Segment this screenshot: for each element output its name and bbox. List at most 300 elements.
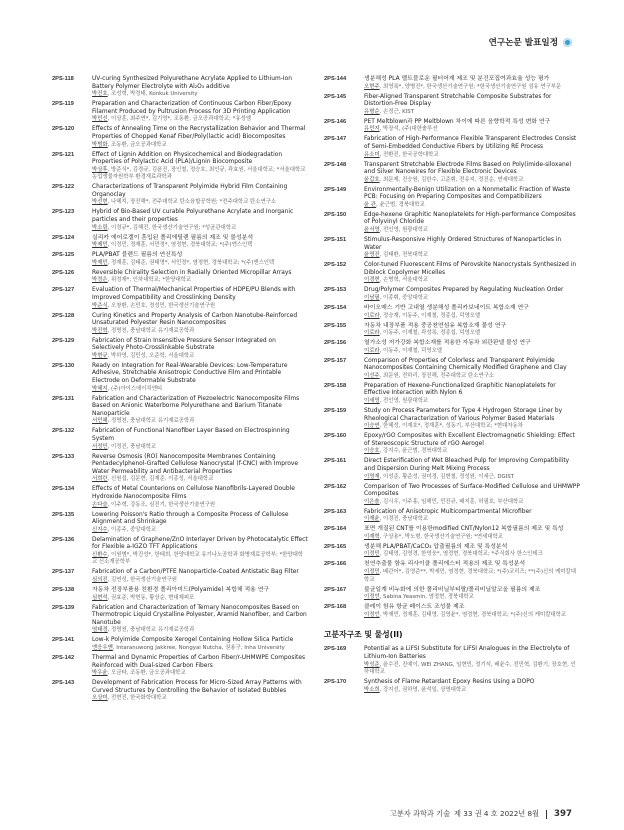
- program-entry: [52, 655, 308, 678]
- presenting-author: 박준식: [92, 302, 108, 309]
- entry-authors: [92, 476, 308, 484]
- entry-authors: [364, 202, 580, 210]
- program-entry: [52, 338, 308, 361]
- entry-title: Fabrication of Anisotropic Multicompartmental Microfiber: [364, 508, 532, 515]
- presenting-author: 이세영: [364, 398, 380, 405]
- entry-body: [364, 119, 580, 134]
- entry-title: 자동차 내장부품 적용 중공천연섬유 복합소재 물성 연구: [364, 322, 507, 329]
- entry-code: 2PS-169: [324, 646, 347, 653]
- entry-authors: [364, 252, 580, 260]
- entry-code: 2PS-134: [52, 486, 75, 493]
- entry-title: 불균일계 비누화에 의한 폴리비닐부티랄/폴리비닐알코올 필름의 제조: [364, 586, 541, 593]
- entry-authors: [364, 398, 580, 406]
- presenting-author: 유민지: [364, 126, 380, 133]
- presenting-author: 서정민: [92, 443, 108, 450]
- program-entry: [324, 358, 580, 381]
- entry-authors: [92, 444, 308, 452]
- entry-authors: [92, 645, 308, 653]
- program-entry: [324, 162, 580, 185]
- coauthors-affiliation: , 이정진, 충남대학교: [107, 443, 157, 450]
- entry-body: [364, 94, 580, 117]
- entry-code: 2PS-132: [52, 428, 75, 435]
- entry-body: [92, 428, 308, 451]
- presenting-author: 이남필: [364, 294, 380, 301]
- entry-body: [92, 537, 308, 567]
- entry-code: 2PS-135: [52, 511, 75, 518]
- entry-body: [364, 136, 580, 159]
- entry-title: Synthesis of Flame Retardant Epoxy Resins Using a DOPO: [364, 679, 535, 686]
- program-entry: [52, 637, 308, 652]
- entry-title: Lowering Poisson's Ratio through a Composite Process of Cellulose Alignment and Shrinkage: [92, 511, 289, 526]
- entry-title: Fabrication and Characterization of Ternary Nanocomposites Based on Thermotropic Liquid Crystalline Polyester, Aramid Nanofiber, and Carbon Nanotube: [92, 604, 307, 626]
- entry-body: [92, 313, 308, 336]
- program-entry: [324, 544, 580, 559]
- entry-body: [364, 484, 580, 507]
- program-entry: [324, 408, 580, 431]
- entry-authors: [92, 595, 308, 603]
- presenting-author: 심의진: [92, 577, 108, 584]
- entry-authors: [92, 552, 308, 567]
- entry-authors: [92, 167, 308, 182]
- entry-title: 실리카 에어로겔이 혼입된 폴리에틸렌 필름의 제조 및 물성분석: [92, 234, 254, 241]
- presenting-author: 유소미: [364, 151, 380, 158]
- entry-body: [364, 305, 580, 320]
- entry-title: PET Meltblown과 PP Meltblown 차이에 따른 음향학적 특성 변화 연구: [364, 118, 551, 125]
- entry-body: [92, 101, 308, 124]
- coauthors-affiliation: , Intaranuwong Jakkree, Nongyai Nutcha, 권용구, Inha University: [112, 644, 285, 651]
- entry-title: Evaluation of Thermal/Mechanical Properties of HDPE/PU Blends with Improved Compatibility and Crosslinking Density: [92, 287, 296, 301]
- entry-authors: [92, 328, 308, 336]
- entry-code: 2PS-170: [324, 679, 347, 686]
- program-entry: [52, 569, 308, 584]
- entry-code: 2PS-158: [324, 382, 347, 389]
- entry-code: 2PS-128: [52, 312, 75, 319]
- coauthors-affiliation: , 이동주, 이재철, 덕영오엘: [379, 347, 442, 354]
- coauthors-affiliation: , 강지선, 권하영, 윤석일, 상명대학교: [379, 686, 467, 693]
- entry-title: Fabrication of High-Performance Flexible Transparent Electrodes Consist of Semi-Embedded Conductive Fibers by Utilizing RE Process: [364, 136, 577, 150]
- entry-body: [92, 587, 308, 602]
- entry-title: Preparation of Hexene-Functionalized Graphitic Nanoplatelets for Effective Interaction with Nylon 6: [364, 382, 556, 397]
- coauthors-affiliation: , 이동주, 이재철, 곽성록, 정종섭, 덕영오엘: [379, 330, 481, 337]
- entry-title: Fabrication and Characterization of Piezoelectric Nanocomposite Films Based on Anionic Waterborne Polyurethane and Barium Titanate Nanoparticle: [92, 395, 300, 417]
- entry-code: 2PS-137: [52, 569, 75, 576]
- presenting-author: 염태경: [92, 627, 108, 634]
- entry-authors: [364, 126, 580, 134]
- program-entry: [324, 237, 580, 260]
- entry-authors: [364, 594, 580, 602]
- entry-code: 2PS-157: [324, 357, 347, 364]
- entry-authors: [364, 177, 580, 185]
- entry-authors: [92, 142, 308, 150]
- entry-body: [364, 340, 580, 355]
- entry-authors: [364, 295, 580, 303]
- entry-body: [92, 270, 308, 285]
- entry-code: 2PS-144: [324, 76, 347, 82]
- program-entry: [324, 646, 580, 676]
- entry-title: Environmentally-Benign Utilization on a Nonmetallic Fraction of Waste PCB: Focusing on Preparing Composites and Compatibilizers: [364, 186, 571, 201]
- entry-title: 바이오매스 기반 고내열 생분해성 폴리카보네이트 복합소재 연구: [364, 304, 529, 311]
- entry-body: [364, 383, 580, 406]
- program-entry: [52, 512, 308, 535]
- entry-body: [364, 358, 580, 381]
- coauthors-affiliation: , 오금타, 조동환, 금오공과대학교: [107, 670, 186, 677]
- entry-code: 2PS-120: [52, 126, 75, 133]
- entry-title: Effects of Annealing Time on the Recrystallization Behavior and Thermal Properties of Chopped Kenaf Fiber/Poly(lactic acid) Biocomposites: [92, 126, 306, 140]
- entry-title: 표면 개질된 CNT를 이용한modified CNT/Nylon12 복합필름의 제조 및 특성: [364, 526, 564, 533]
- entry-code: 2PS-143: [52, 680, 75, 687]
- program-entry: [52, 454, 308, 484]
- entry-body: [364, 587, 580, 602]
- presenting-author: 박진호: [92, 91, 108, 98]
- entry-body: [364, 544, 580, 559]
- page-header: [0, 34, 624, 50]
- entry-code: 2PS-142: [52, 654, 75, 661]
- coauthors-affiliation: , 이성준, 황준성, 권미경, 김현철, 정성원, 이세근, DGIST: [379, 473, 514, 480]
- entry-authors: [364, 423, 580, 431]
- entry-authors: [92, 303, 308, 311]
- entry-authors: [364, 109, 580, 117]
- coauthors-affiliation: , 이정민, 정재훈, 서민정*, 염정현, 경북대학교; *(주)엔스인텍: [107, 242, 253, 249]
- presenting-author: 박우윤: [92, 670, 108, 677]
- entry-code: 2PS-119: [52, 101, 74, 108]
- coauthors-affiliation: , 정승재, 이동주, 이재철, 정종섭, 덕영오엘: [379, 312, 481, 319]
- entry-authors: [92, 260, 308, 268]
- entry-authors: [364, 499, 580, 507]
- presenting-author: 박제민: [92, 259, 108, 266]
- entry-code: 2PS-168: [324, 604, 347, 611]
- entry-code: 2PS-150: [324, 211, 347, 218]
- coauthors-affiliation: , 이경진, 충남대학교: [379, 516, 429, 523]
- presenting-author: 박소림: [92, 224, 108, 231]
- entry-body: [92, 209, 308, 232]
- entry-body: [92, 338, 308, 361]
- program-entry: [52, 270, 308, 285]
- program-entry: [324, 433, 580, 456]
- program-entry: [52, 486, 308, 509]
- presenting-author: 이은솔: [364, 498, 380, 505]
- coauthors-affiliation: , 배관어*, 김영준**, 박세민, 염정현, 경북대학교; *(주)코리즈; **(주)신의 케미칼대학교: [364, 569, 576, 583]
- presenting-author: 박제민: [92, 242, 108, 249]
- section-heading: 고분자구조 및 물성(II): [324, 630, 403, 640]
- entry-authors: [364, 448, 580, 456]
- presenting-author: 서희란: [92, 476, 108, 483]
- program-entry: [324, 561, 580, 584]
- presenting-author: 박혜지: [92, 385, 108, 392]
- entry-code: 2PS-145: [324, 93, 347, 100]
- program-entry: [324, 679, 580, 694]
- program-entry: [324, 136, 580, 159]
- program-entry: [324, 305, 580, 320]
- entry-authors: [92, 577, 308, 585]
- presenting-author: 이로라: [364, 330, 380, 337]
- program-entry: [52, 184, 308, 207]
- entry-body: [92, 287, 308, 310]
- program-entry: [324, 340, 580, 355]
- entry-code: 2PS-118: [52, 76, 74, 82]
- program-entry: [52, 252, 308, 267]
- coauthors-affiliation: , 최문원, 전하리, 장진해, 전주대학교 탄소연구소: [379, 372, 494, 379]
- entry-authors: [364, 534, 580, 542]
- program-entry: [324, 323, 580, 338]
- presenting-author: 윤서영: [364, 227, 380, 234]
- entry-authors: [364, 84, 580, 92]
- coauthors-affiliation: , 윤근범, 경북대학교: [376, 201, 425, 208]
- entry-body: [92, 76, 308, 99]
- entry-body: [92, 637, 308, 652]
- entry-code: 2PS-163: [324, 508, 347, 515]
- entry-body: [92, 152, 308, 182]
- entry-authors: [364, 474, 580, 482]
- entry-title: Reverse Osmosis (RO) Nanocomposite Membranes Containing Pentadecylphenol-Grafted Cellulose Nanocrystal (f-CNC) with Improve Water Permeability and Antibacterial Properties: [92, 453, 298, 475]
- coauthors-affiliation: , (주)아이스에이치엔티: [107, 385, 163, 392]
- entry-authors: [364, 330, 580, 338]
- coauthors-affiliation: , 전인영, 원광대학교: [379, 398, 429, 405]
- presenting-author: 이승연: [364, 423, 380, 430]
- program-entry: [52, 680, 308, 703]
- presenting-author: 이로라: [364, 312, 380, 319]
- entry-body: [92, 680, 308, 703]
- presenting-author: 박선현: [92, 199, 108, 206]
- entry-body: [364, 526, 580, 541]
- coauthors-affiliation: , 김태영, 김영경, 한영웅*, 염정현, 경북대학교; *주식회사 한스인테크: [379, 551, 543, 558]
- entry-authors: [364, 612, 580, 620]
- entry-title: Effect of Lignin Addition on Physicochemical and Biodegradation Properties of Polylactic Acid (PLA)/Lignin Biocomposite: [92, 151, 283, 166]
- bullet-icon: [563, 38, 572, 47]
- entry-title: Development of Fabrication Process for Micro-Sized Array Patterns with Curved Structures by Controlling the Behavior of Isolated Bubbles: [92, 680, 302, 694]
- coauthors-affiliation: , 김연성, 한국생산기술연구원: [107, 577, 177, 584]
- entry-body: [364, 162, 580, 185]
- entry-title: 생분해성 PLA 멜트블로운 필터어재 제조 및 분진포집여과효율 성능 평가: [364, 76, 550, 82]
- program-entry: [324, 262, 580, 285]
- entry-title: Hybrid of Bio-Based UV curable Polyurethane Acrylate and Inorganic particles and their properties: [92, 209, 294, 224]
- entry-code: 2PS-133: [52, 453, 75, 460]
- coauthors-affiliation: , 이종주, 중앙대학교: [107, 526, 157, 533]
- presenting-author: 서민혜: [92, 418, 108, 425]
- coauthors-affiliation: , 정명천, 충남대학교 유기재료공학과: [107, 627, 195, 634]
- entry-authors: [92, 225, 308, 233]
- entry-title: Fiber-Aligned Transparent Stretchable Composite Substrates for Distortion-Free Display: [364, 93, 552, 108]
- coauthors-affiliation: , 권효준, 박현동, 황상순, 현대제피포: [107, 594, 195, 601]
- program-entry: [324, 94, 580, 117]
- entry-title: Comparison of Two Processes of Surface-Modified Cellulose and UHMWPP Composites: [364, 483, 580, 498]
- presenting-author: 이정언: [364, 594, 380, 601]
- entry-title: Curing Kinetics and Property Analysis of Carbon Nanotube-Reinforced Unsaturated Polyester Resin Nanocomposites: [92, 312, 298, 327]
- entry-title: 자동차 전장부품용 친환경 폴리아미드(Polyamide) 복합체 적용 연구: [92, 587, 270, 594]
- entry-body: [364, 408, 580, 431]
- coauthors-affiliation: , 조성혁, 박정태, Konkuk University: [107, 91, 198, 98]
- program-entry: [52, 587, 308, 602]
- presenting-author: 이재윤: [364, 516, 380, 523]
- program-entry: [324, 526, 580, 541]
- entry-authors: [92, 695, 308, 703]
- presenting-author: 손다슬: [92, 501, 108, 508]
- entry-authors: [364, 373, 580, 381]
- entry-title: Drug/Polymer Composites Prepared by Regulating Nucleation Order: [364, 287, 564, 294]
- entry-title: UV-curing Synthesized Polyurethane Acrylate Applied to Lithium-Ion Battery Polymer Electrolyte with Al₂O₃ additive: [92, 76, 292, 90]
- program-entry: [324, 484, 580, 507]
- entry-body: [92, 605, 308, 635]
- presenting-author: 박현규: [92, 352, 108, 359]
- presenting-author: 이승호: [364, 448, 380, 455]
- coauthors-affiliation: , 최문제, 진승원, 김한수, 고준휘, 전유지, 정진순, 연세대학교: [379, 176, 524, 183]
- presenting-author: 엔응우옌: [92, 644, 113, 651]
- presenting-author: 신지수: [92, 526, 108, 533]
- presenting-author: 박범화: [92, 141, 108, 148]
- entry-title: Characterizations of Transparent Polyimide Hybrid Film Containing Organoclay: [92, 184, 288, 198]
- presenting-author: 이정언: [364, 611, 380, 618]
- entry-body: [364, 262, 580, 285]
- entry-body: [92, 454, 308, 484]
- entry-authors: [364, 551, 580, 559]
- entry-body: [92, 655, 308, 678]
- entry-code: 2PS-159: [324, 408, 347, 415]
- entry-title: Ready on Integration for Real-Wearable Devices: Low-Temperature Adhesive, Stretchable Anisotropic Conductive Film and Printable Electrode on Deformable Substrate: [92, 362, 288, 385]
- coauthors-affiliation: , 박하영, 김민성, 오준학, 서울대학교: [107, 352, 195, 359]
- coauthors-affiliation: , 윤수진, 진예이, WEI ZHANG, 임현민, 정기석, 배윤수, 전민혁, 김환기, 장호현, 인하대학교: [364, 661, 576, 676]
- entry-authors: [364, 348, 580, 356]
- entry-title: Thermal and Dynamic Properties of Carbon Fiber/r-UHMWPE Composites Reinforced with Dual-sized Carbon Fibers: [92, 654, 306, 669]
- entry-body: [92, 235, 308, 250]
- entry-title: Low-k Polyimide Composite Xerogel Containing Hollow Silica Particle: [92, 637, 294, 644]
- entry-title: 천연추출물 함유 리사이클 폴리에스터 적용의 제조 및 특성분석: [364, 561, 526, 568]
- page-number: 397: [554, 809, 572, 819]
- presenting-author: 이정민: [364, 551, 380, 558]
- entry-body: [364, 187, 580, 210]
- entry-code: 2PS-138: [52, 587, 75, 594]
- entry-title: Comparison of Properties of Colorless and Transparent Polyimide Nanocomposites Containing Chemically Modified Graphene and Clay: [364, 357, 567, 372]
- entry-authors: [364, 277, 580, 285]
- program-entry: [52, 209, 308, 232]
- entry-authors: [364, 662, 580, 677]
- program-entry: [324, 287, 580, 302]
- presenting-author: 이선주: [364, 372, 380, 379]
- entry-body: [92, 512, 308, 535]
- presenting-author: 윤영진: [364, 252, 380, 259]
- entry-title: Direct Esterification of Wet Bleached Pulp for Improving Compatibility and Dispersion During Melt Mixing Process: [364, 458, 570, 472]
- entry-authors: [92, 277, 308, 285]
- entry-code: 2PS-123: [52, 209, 75, 216]
- entry-title: Preparation and Characterization of Continuous Carbon Fiber/Epoxy Filament Produced by Pultrusion Process for 3D Printing Application: [92, 101, 292, 115]
- entry-code: 2PS-125: [52, 252, 75, 259]
- entry-code: 2PS-147: [324, 136, 347, 143]
- entry-authors: [364, 569, 580, 584]
- entry-authors: [92, 386, 308, 394]
- coauthors-affiliation: , 최영록*, 양병진*, 한국생산기술연구원; *한국생산기술연구원 섬유 연구부문: [379, 83, 562, 90]
- coauthors-affiliation: , 전현진, 한국화학대학교: [107, 695, 167, 702]
- coauthors-affiliation: , 박재민, 정재훈, 김태영, 김영윤*, 염정현, 경북대학교; *(주)신의 케미칼대학교: [379, 611, 567, 618]
- entry-title: Effects of Metal Counterions on Cellulose Nanofibrils-Layered Double Hydroxide Nanocomposite Films: [92, 486, 295, 500]
- entry-authors: [364, 516, 580, 524]
- entry-body: [364, 646, 580, 676]
- entry-title: 열가소성 저가강화 복합소재를 적용한 자동차 외관판넬 물성 연구: [364, 340, 531, 347]
- presenting-author: 이재혁: [364, 533, 380, 540]
- program-entry: [52, 126, 308, 149]
- entry-authors: [364, 152, 580, 160]
- entry-code: 2PS-165: [324, 543, 347, 550]
- presenting-author: 이경현: [364, 277, 380, 284]
- presenting-author: 박성준: [364, 661, 380, 668]
- presenting-author: 심현석: [92, 594, 108, 601]
- entry-authors: [92, 670, 308, 678]
- presenting-author: 이영재: [364, 473, 380, 480]
- entry-code: 2PS-154: [324, 304, 347, 311]
- entry-title: Stimulus-Responsive Highly Ordered Structures of Nanoparticles in Water: [364, 237, 562, 251]
- presenting-author: 오현주: [364, 83, 380, 90]
- entry-body: [92, 486, 308, 509]
- coauthors-affiliation: , 정재훈, 김태준, 권태영*, 서민정*, 염정현, 경북대학교; *(주)엔스인텍: [107, 259, 275, 266]
- entry-code: 2PS-166: [324, 561, 347, 568]
- program-entry: [324, 604, 580, 619]
- program-entry: [324, 212, 580, 235]
- coauthors-affiliation: , 조동환, 금오공과대학교: [107, 141, 167, 148]
- coauthors-affiliation: , 이종휘, 중앙대학교: [379, 294, 429, 301]
- entry-authors: [92, 116, 308, 124]
- entry-body: [364, 433, 580, 456]
- page-footer: [0, 808, 624, 820]
- presenting-author: 오상미: [92, 695, 108, 702]
- program-entry: [52, 313, 308, 336]
- coauthors-affiliation: , 전환진, 한국공학대학교: [379, 151, 439, 158]
- coauthors-affiliation: , 이원범*, 박진성*, 한태희, 한양대학교 유기나노공학과 화병재료공학부; *한양대학교 신소재공학부: [92, 551, 304, 566]
- entry-code: 2PS-122: [52, 184, 75, 191]
- coauthors-affiliation: , 전인영, 원광대학교: [379, 227, 429, 234]
- entry-body: [364, 323, 580, 338]
- program-entry: [52, 76, 308, 99]
- entry-title: PLA/PBAT 블렌드 필름의 연신특성: [92, 252, 183, 259]
- entry-body: [364, 287, 580, 302]
- entry-code: 2PS-162: [324, 483, 347, 490]
- entry-code: 2PS-161: [324, 458, 347, 465]
- entry-code: 2PS-146: [324, 118, 347, 125]
- entry-title: 클레이 함유 항균 페이스트 조성물 제조: [364, 604, 465, 611]
- entry-body: [92, 126, 308, 149]
- entry-title: Fabrication of Strain Insensitive Pressure Sensor Integrated on Selectively Photo-Crosslinkable Substrate: [92, 337, 276, 352]
- program-entry: [324, 587, 580, 602]
- entry-title: Transparent Stretchable Electrode Films Based on Poly(imide-siloxane) and Silver Nanowires for Flexible Electronic Devices: [364, 161, 572, 176]
- entry-authors: [92, 242, 308, 250]
- coauthors-affiliation: , 김태환, 전북대학교: [379, 252, 429, 259]
- entry-code: 2PS-149: [324, 186, 347, 193]
- entry-title: Fabrication of Functional Nanofiber Layer Based on Electrospinning System: [92, 428, 290, 442]
- coauthors-affiliation: , 이정규*, 김혜진, 한국생산기술연구원; *성균관대학교: [107, 224, 237, 231]
- entry-title: Study on Process Parameters for Type 4 Hydrogen Storage Liner by Rheological Characterization of Various Polymer Based Materials: [364, 408, 563, 422]
- entry-body: [364, 509, 580, 524]
- presenting-author: 유형순: [364, 108, 380, 115]
- entry-authors: [92, 353, 308, 361]
- coauthors-affiliation: , 오창환, 손민호, 정성민, 한국생산기술연구원: [107, 302, 216, 309]
- entry-authors: [92, 502, 308, 510]
- entry-body: [364, 212, 580, 235]
- presenting-author: 박민선: [92, 116, 108, 123]
- presenting-author: 박소희: [364, 686, 380, 693]
- presenting-author: 박상후: [92, 166, 108, 173]
- entry-body: [92, 363, 308, 393]
- footer-issue: 제 33 권 4 호 2022년 8월: [454, 809, 540, 818]
- entry-body: [364, 679, 580, 694]
- coauthors-affiliation: , Sabina Yeasmin, 염정현, 경북대학교: [379, 594, 474, 601]
- entry-authors: [92, 527, 308, 535]
- coauthors-affiliation: , 한혜성, 이재호*, 정재훈*, 성동기, 부산대학교; *현대자동차: [379, 423, 523, 430]
- entry-code: 2PS-129: [52, 337, 75, 344]
- entry-code: 2PS-121: [52, 151, 75, 158]
- entry-title: Edge-hexene Graphitic Nanoplatelets for High-performance Composites of Polyvinyl Chloride: [364, 211, 576, 226]
- entry-code: 2PS-124: [52, 234, 75, 241]
- entry-code: 2PS-151: [324, 237, 347, 244]
- entry-authors: [92, 627, 308, 635]
- coauthors-affiliation: , 정명천, 충남대학교 유기재료공학과: [107, 327, 195, 334]
- entry-body: [364, 76, 580, 91]
- program-entry: [324, 383, 580, 406]
